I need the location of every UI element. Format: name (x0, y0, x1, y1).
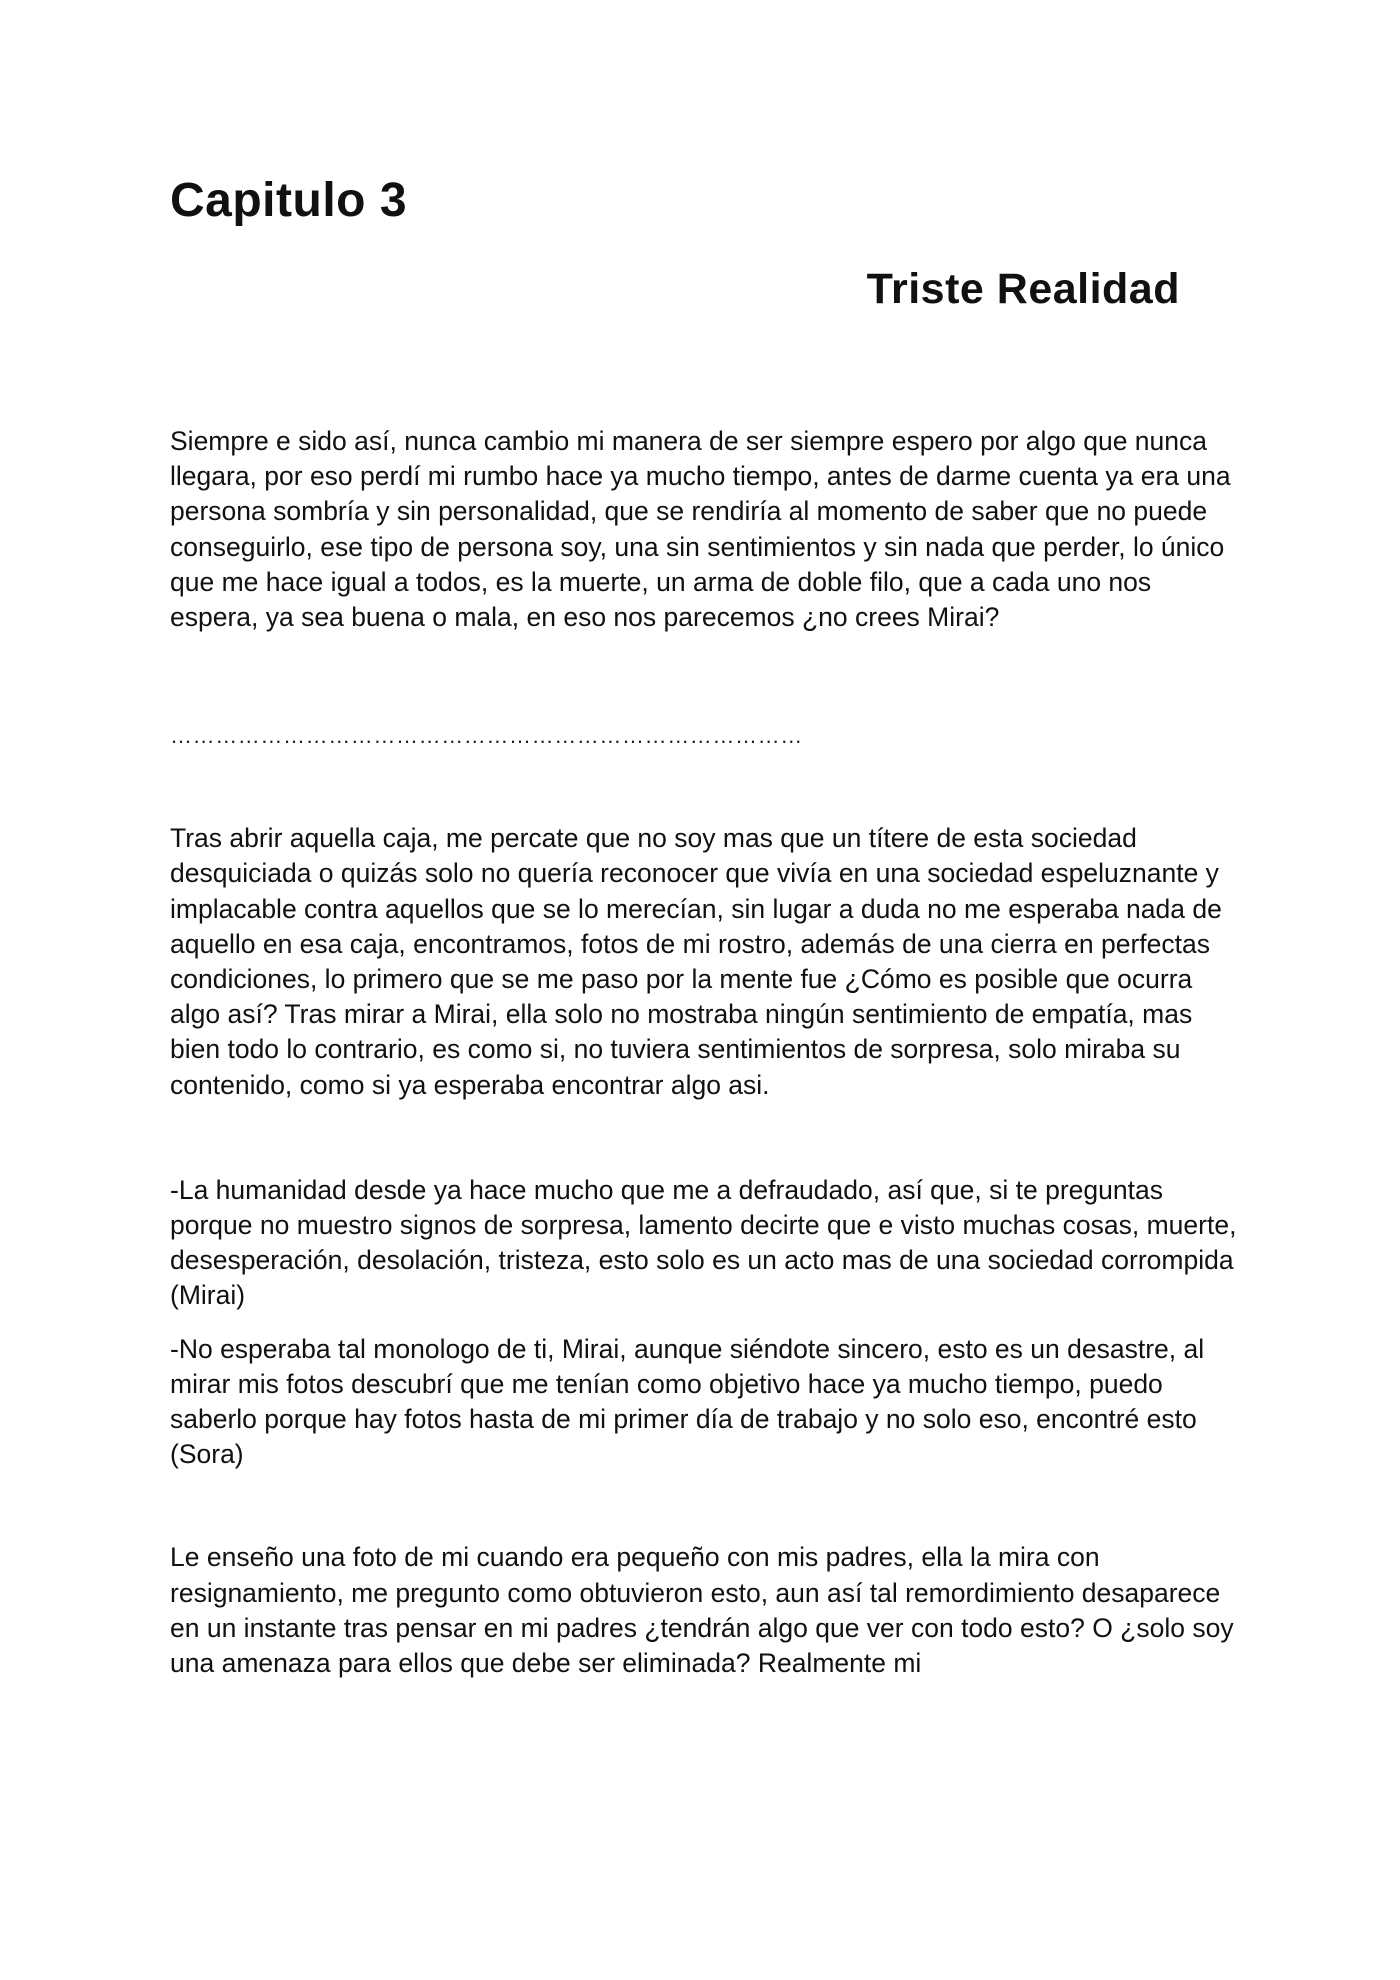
section-separator: ………………………………………………………………………… (170, 723, 803, 749)
dialogue-sora: -No esperaba tal monologo de ti, Mirai, aunque siéndote sincero, esto es un desastre, al mirar mis fotos descubrí que me tenían como objetivo hace ya mucho tiempo, puedo saberlo porque hay fotos hasta de mi primer día de trabajo y no solo eso, encontré esto (Sora) (170, 1333, 1205, 1470)
paragraph-photo: Le enseño una foto de mi cuando era pequeño con mis padres, ella la mira con resignamiento, me pregunto como obtuvieron esto, aun así tal remordimiento desaparece en un instante tras pensar en mi padres ¿tendrán algo que ver con todo esto? O ¿solo soy una amenaza para ellos que debe ser eliminada? Realmente mi (170, 1542, 1234, 1679)
chapter-body (170, 424, 1240, 1681)
chapter-subtitle: Triste Realidad (866, 265, 1180, 313)
paragraph-intro: Siempre e sido así, nunca cambio mi manera de ser siempre espero por algo que nunca llegara, por eso perdí mi rumbo hace ya mucho tiempo, antes de darme cuenta ya era una persona sombría y sin personalidad, que se rendiría al momento de saber que no puede conseguirlo, ese tipo de persona soy, una sin sentimientos y sin nada que perder, lo único que me hace igual a todos, es la muerte, un arma de doble filo, que a cada uno nos espera, ya sea buena o mala, en eso nos parecemos ¿no crees Mirai? (170, 426, 1231, 633)
chapter-title: Capitulo 3 (170, 174, 408, 227)
dialogue-mirai: -La humanidad desde ya hace mucho que me a defraudado, así que, si te preguntas porque no muestro signos de sorpresa, lamento decirte que e visto muchas cosas, muerte, desesperación, desolación, tristeza, esto solo es un acto mas de una sociedad corrompida (Mirai) (170, 1174, 1237, 1311)
paragraph-box-discovery: Tras abrir aquella caja, me percate que no soy mas que un títere de esta sociedad desquiciada o quizás solo no quería reconocer que vivía en una sociedad espeluznante y implacable contra aquellos que se lo merecían, sin lugar a duda no me esperaba nada de aquello en esa caja, encontramos, fotos de mi rostro, además de una cierra en perfectas condiciones, lo primero que se me paso por la mente fue ¿Cómo es posible que ocurra algo así? Tras mirar a Mirai, ella solo no mostraba ningún sentimiento de empatía, mas bien todo lo contrario, es como si, no tuviera sentimientos de sorpresa, solo miraba su contenido, como si ya esperaba encontrar algo asi. (170, 823, 1222, 1100)
